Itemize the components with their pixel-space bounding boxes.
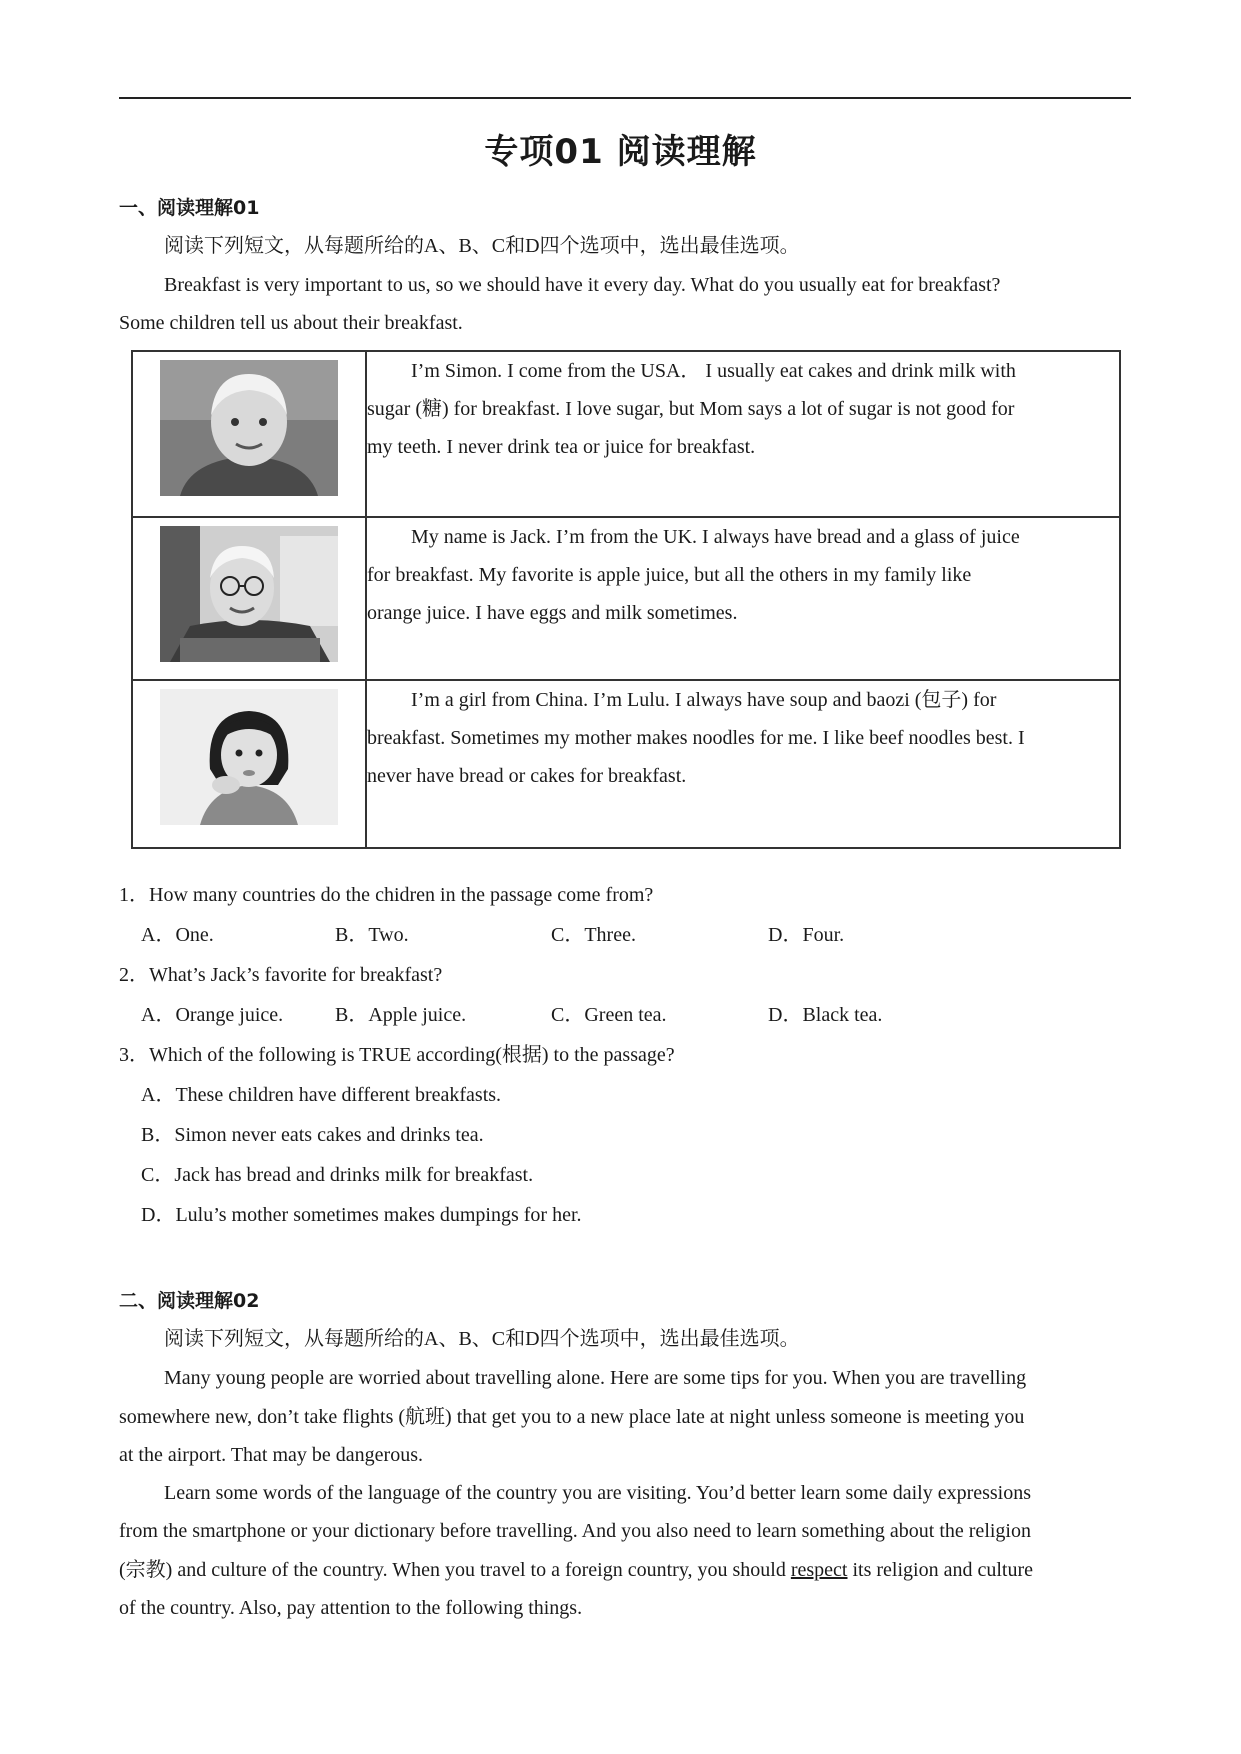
jack-text-cell [366,517,1120,680]
passage2-p2-line-4: of the country. Also, pay attention to the following things. [119,1597,583,1619]
q3-option-b: B．Simon never eats cakes and drinks tea. [141,1124,484,1146]
q2-option-b: B．Apple juice. [335,1004,467,1026]
passage2-p1-line-1: Many young people are worried about travelling alone. Here are some tips for you. When you are travelling [164,1367,1027,1389]
photo-cell [132,517,366,680]
simon-line-2: sugar (糖) for breakfast. I love sugar, but Mom says a lot of sugar is not good for [367,398,1015,420]
question-3-stem: 3．Which of the following is TRUE according(根据) to the passage? [119,1044,675,1066]
simon-text-cell [366,351,1120,517]
page-title: 专项01 阅读理解 [484,132,757,172]
section2-heading: 二、阅读理解02 [119,1290,260,1312]
q1-option-c: C．Three. [551,924,636,946]
jack-line-1: My name is Jack. I’m from the UK. I always have bread and a glass of juice [411,526,1020,548]
lulu-line-1: I’m a girl from China. I’m Lulu. I always have soup and baozi (包子) for [411,689,997,711]
q1-option-d: D．Four. [768,924,845,946]
simon-line-3: my teeth. I never drink tea or juice for breakfast. [367,436,756,458]
p2-line3-before: (宗教) and culture of the country. When you travel to a foreign country, you should [119,1559,791,1581]
q2-option-d: D．Black tea. [768,1004,883,1026]
passage2-p2-line-3 [119,1557,1033,1583]
jack-line-2: for breakfast. My favorite is apple juice, but all the others in my family like [367,564,972,586]
jack-line-3: orange juice. I have eggs and milk sometimes. [367,602,738,624]
passage2-p2-line-1: Learn some words of the language of the country you are visiting. You’d better learn some daily expressions [164,1482,1032,1504]
q2-option-a: A．Orange juice. [141,1004,284,1026]
table-row [132,680,1120,848]
q1-option-b: B．Two. [335,924,409,946]
underlined-word-respect: respect [790,1559,848,1581]
girl-photo [160,689,338,825]
p2-line3-after: its religion and culture [847,1559,1034,1581]
lulu-line-2: breakfast. Sometimes my mother makes noodles for me. I like beef noodles best. I [367,727,1025,749]
table-row [132,517,1120,680]
passage2-p1-line-3: at the airport. That may be dangerous. [119,1444,423,1466]
passage2-p1-line-2: somewhere new, don’t take flights (航班) that get you to a new place late at night unless someone is meeting you [119,1406,1025,1428]
q3-option-a: A．These children have different breakfasts. [141,1084,502,1106]
boy-photo [160,360,338,496]
section1-heading: 一、阅读理解01 [119,197,260,219]
lulu-line-3: never have bread or cakes for breakfast. [367,765,687,787]
q2-option-c: C．Green tea. [551,1004,667,1026]
question-2-stem: 2．What’s Jack’s favorite for breakfast? [119,964,443,986]
table-row [132,351,1120,517]
q1-option-a: A．One. [141,924,214,946]
simon-line-1: I’m Simon. I come from the USA． I usually eat cakes and drink milk with [411,360,1016,382]
question-1-stem: 1．How many countries do the chidren in the passage come from? [119,884,654,906]
lulu-text-cell [366,680,1120,848]
boy-glasses-photo [160,526,338,662]
children-table [131,350,1121,849]
q3-option-c: C．Jack has bread and drinks milk for breakfast. [141,1164,534,1186]
header-rule [119,97,1131,99]
intro-line-1: Breakfast is very important to us, so we should have it every day. What do you usually eat for breakfast? [164,274,1001,296]
section1-instruction: 阅读下列短文，从每题所给的A、B、C和D四个选项中，选出最佳选项。 [164,235,800,257]
passage2-p2-line-2: from the smartphone or your dictionary before travelling. And you also need to learn something about the religion [119,1520,1031,1542]
intro-line-2: Some children tell us about their breakfast. [119,312,463,334]
photo-cell [132,351,366,517]
section2-instruction: 阅读下列短文，从每题所给的A、B、C和D四个选项中，选出最佳选项。 [164,1328,800,1350]
q3-option-d: D．Lulu’s mother sometimes makes dumpings for her. [141,1204,582,1226]
photo-cell [132,680,366,848]
